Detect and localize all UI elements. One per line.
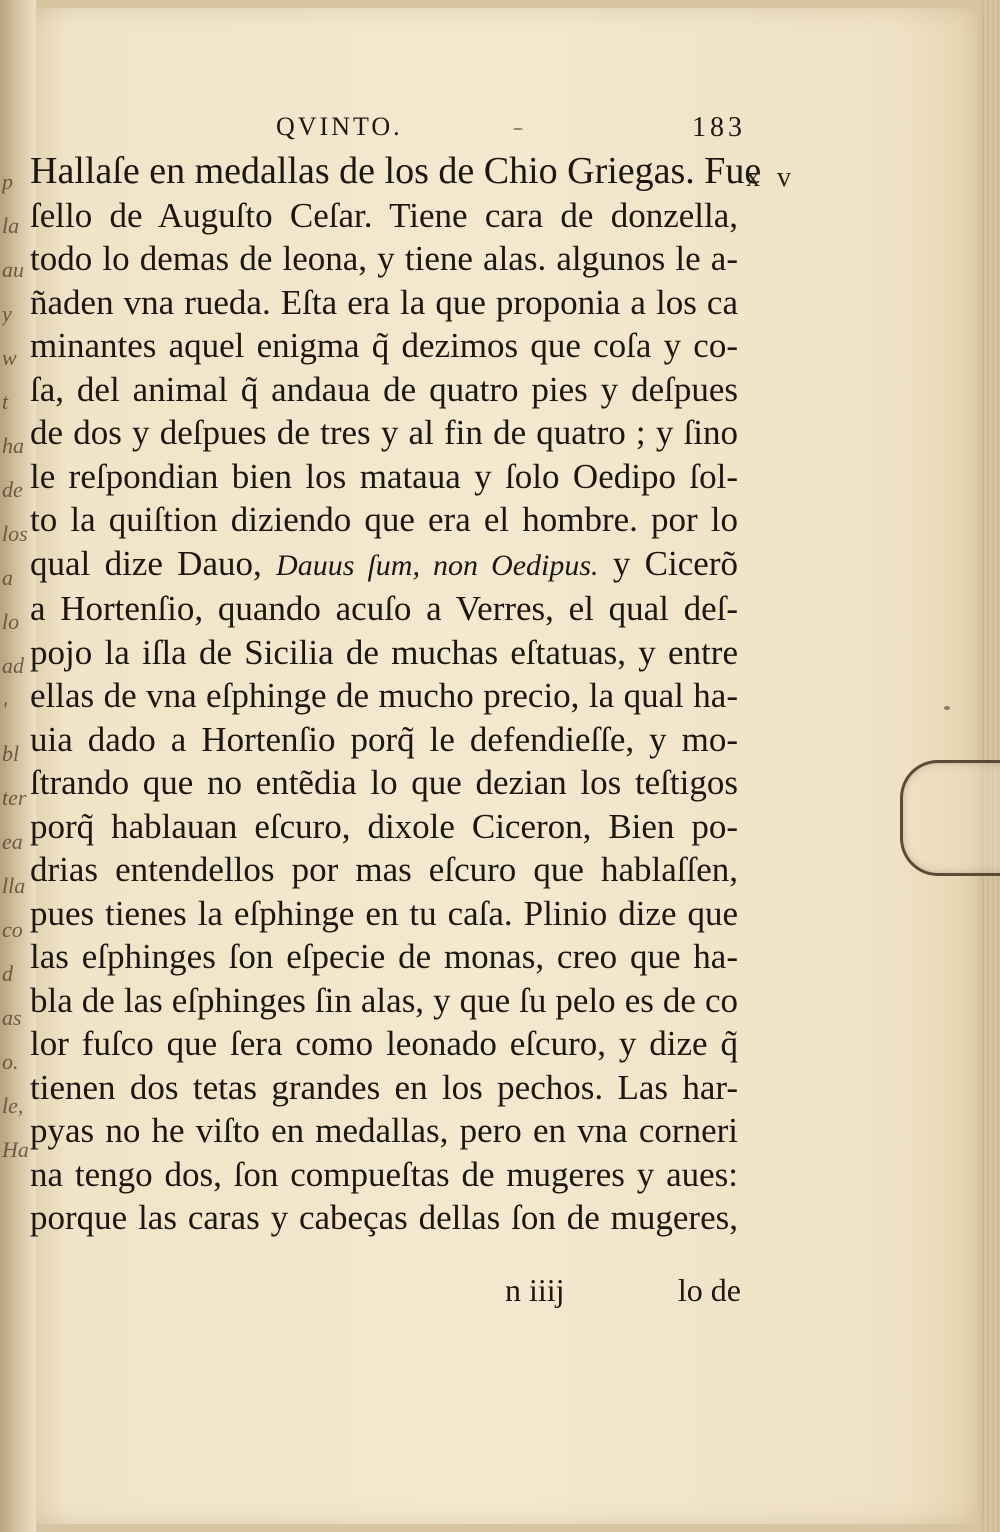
text-line: ſtrando que no entẽdia lo que dezian los teſtigos: [30, 763, 738, 802]
text-line: pues tienes la eſphinge en tu caſa. Plinio dize que: [30, 893, 738, 933]
text-line-start: qual dize Dauo,: [30, 543, 262, 583]
text-line-end: y Cicerõ: [612, 543, 738, 583]
gutter-fragment: w: [2, 345, 17, 370]
gutter-fragment: as: [2, 1005, 22, 1030]
ink-speck: [944, 706, 950, 710]
text-line: Hallaſe en medallas de los de Chio Griegas. Fue: [30, 150, 762, 192]
text-line: ſa, del animal q̃ andaua de quatro pies y deſpues: [30, 369, 738, 409]
page-number: 183: [692, 112, 746, 143]
gutter-fragment: bl: [2, 741, 20, 766]
text-line: uia dado a Hortenſio porq̃ le defendieſſe, y mo-: [30, 719, 738, 759]
text-line: porq̃ hablauan eſcuro, dixole Ciceron, Bien po-: [30, 806, 738, 846]
text-line: na tengo dos, ſon compueſtas de mugeres y aues:: [30, 1154, 738, 1194]
ink-speck: [513, 128, 523, 130]
text-line: minantes aquel enigma q̃ dezimos que coſa y co-: [30, 326, 738, 365]
gutter-fragment: de: [2, 477, 23, 502]
text-line: ñaden vna rueda. Eſta era la que proponia a los ca: [30, 282, 738, 322]
text-line: tienen dos tetas grandes en los pechos. Las har-: [30, 1067, 738, 1107]
gutter-fragment: lo: [2, 609, 20, 634]
gutter-fragment: p: [2, 169, 13, 194]
gutter-fragment: ter: [2, 785, 27, 810]
text-line-with-quote: [30, 542, 738, 588]
gutter-fragment: ': [2, 697, 7, 722]
text-line: bla de las eſphinges ſin alas, y que ſu pelo es de co: [30, 980, 738, 1020]
signature-mark: n iiij: [505, 1272, 565, 1308]
catchword: lo de: [677, 1272, 741, 1308]
text-line: las eſphinges ſon eſpecie de monas, creo que ha-: [30, 937, 738, 976]
gutter-fragment: Ha: [2, 1137, 29, 1162]
text-line: porque las caras y cabeças dellas ſon de mugeres,: [30, 1198, 738, 1237]
running-head-title: QVINTO.: [276, 112, 403, 141]
gutter-fragment: d: [2, 961, 13, 986]
text-line: todo lo demas de leona, y tiene alas. algunos le a-: [30, 239, 738, 278]
gutter-fragment: los: [2, 521, 28, 546]
gutter-fragment: ad: [2, 653, 24, 678]
gutter-fragment: o.: [2, 1049, 19, 1074]
gutter-fragment: lla: [2, 873, 26, 898]
marginal-note: x v: [746, 162, 796, 193]
text-line: le reſpondian bien los mataua y ſolo Oedipo ſol-: [30, 456, 738, 496]
text-line: pyas no he viſto en medallas, pero en vna corneri: [30, 1111, 738, 1150]
gutter-fragment: y: [2, 301, 12, 326]
running-head: [276, 112, 746, 152]
text-line: to la quiſtion diziendo que era el hombre. por lo: [30, 500, 738, 539]
gutter-fragment: co: [2, 917, 23, 942]
text-line: a Hortenſio, quando acuſo a Verres, el qual deſ-: [30, 589, 738, 628]
body-text: [30, 150, 762, 1240]
gutter-fragment: ha: [2, 433, 24, 458]
gutter-fragment: a: [2, 565, 13, 590]
gutter-fragment: le,: [2, 1093, 24, 1118]
page-footer: [505, 1272, 741, 1312]
gutter-fragment: ea: [2, 829, 23, 854]
gutter-fragment: la: [2, 213, 20, 238]
page-clip: [900, 760, 1000, 876]
latin-quote: Dauus ſum, non Oedipus.: [276, 548, 599, 582]
text-line: de dos y deſpues de tres y al fin de quatro ; y ſino: [30, 413, 738, 452]
text-line: lor fuſco que ſera como leonado eſcuro, y dize q̃: [30, 1024, 738, 1063]
text-line: ellas de vna eſphinge de mucho precio, la qual ha-: [30, 676, 738, 715]
gutter-fragment: t: [2, 389, 9, 414]
text-line: drias entendellos por mas eſcuro que hablaſſen,: [30, 850, 738, 889]
gutter-fragment: au: [2, 257, 24, 282]
facing-page-fragments: [2, 160, 32, 1340]
text-line: ſello de Auguſto Ceſar. Tiene cara de donzella,: [30, 195, 738, 235]
text-line: pojo la iſla de Sicilia de muchas eſtatuas, y entre: [30, 632, 738, 672]
